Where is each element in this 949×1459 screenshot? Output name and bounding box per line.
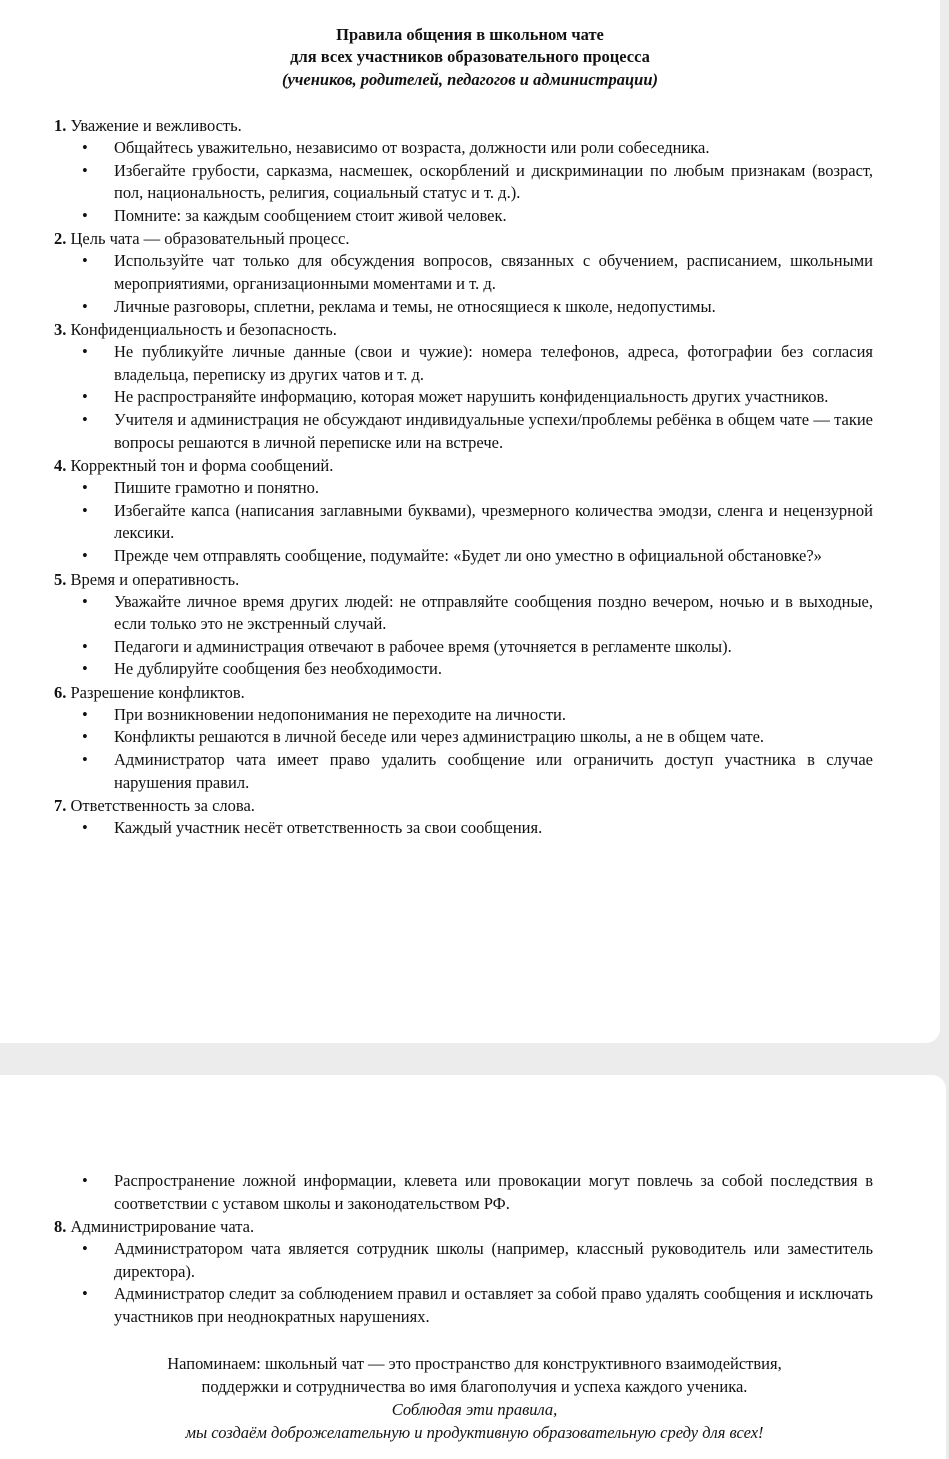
bullet-icon: • <box>82 160 88 180</box>
section-heading <box>0 1215 940 1238</box>
bullet-icon: • <box>82 1171 88 1190</box>
document-subtitle: для всех участников образовательного процесса <box>290 47 650 66</box>
section-number: 3. <box>54 320 67 340</box>
list-item: • Используйте чат только для обсуждения вопросов, связанных с обучением, расписанием, школьными мероприятиями, организационными моментами и т. д. <box>82 251 873 293</box>
list-item: • Администратор следит за соблюдением правил и оставляет за собой право удалять сообщения и исключать участников при неоднократных нарушениях. <box>82 1284 873 1326</box>
section-number: 7. <box>54 796 67 816</box>
section-heading <box>0 114 940 137</box>
bullet-icon: • <box>82 1284 88 1304</box>
section-title: Цель чата — образовательный процесс. <box>70 229 350 249</box>
section-number: 6. <box>54 682 67 702</box>
section-number: 1. <box>54 116 67 135</box>
bullet-icon: • <box>82 591 88 611</box>
bullet-icon: • <box>82 478 88 498</box>
section-title: Администрирование чата. <box>70 1217 255 1237</box>
section-title: Время и оперативность. <box>70 569 240 589</box>
section-heading <box>0 227 940 250</box>
bullet-icon: • <box>82 636 88 656</box>
document-title: Правила общения в школьном чате <box>336 25 604 44</box>
list-item: • При возникновении недопонимания не переходите на личности. <box>0 704 873 727</box>
list-item: • Прежде чем отправлять сообщение, подумайте: «Будет ли оно уместно в официальной обстановке?» <box>0 545 873 568</box>
list-item: • Администратором чата является сотрудник школы (например, классный руководитель или заместитель директора). <box>82 1239 873 1281</box>
bullet-icon: • <box>82 1239 88 1259</box>
bullet-icon: • <box>82 138 88 157</box>
rules-list-part-2 <box>0 1170 940 1329</box>
bullet-icon: • <box>82 387 88 407</box>
section-title: Корректный тон и форма сообщений. <box>70 456 334 476</box>
list-item: • Администратор чата имеет право удалить сообщение или ограничить доступ участника в случае нарушения правил. <box>82 750 873 792</box>
closing-line-italic: мы создаём доброжелательную и продуктивную образовательную среду для всех! <box>185 1423 764 1442</box>
list-item: • Помните: за каждым сообщением стоит живой человек. <box>0 205 873 228</box>
list-item: • Уважайте личное время других людей: не отправляйте сообщения поздно вечером, ночью и в выходные, если только это не экстренный случай. <box>82 591 873 634</box>
list-item: • Избегайте капса (написания заглавными буквами), чрезмерного количества эмодзи, сленга и нецензурной лексики. <box>82 500 873 543</box>
section-title: Разрешение конфликтов. <box>70 682 245 702</box>
document-audience: (учеников, родителей, педагогов и администрации) <box>281 70 659 89</box>
section-number: 4. <box>54 456 67 476</box>
list-item: • Не публикуйте личные данные (свои и чужие): номера телефонов, адреса, фотографии без согласия владельца, переписку из других чатов и т. д. <box>82 342 873 384</box>
document-page-2 <box>0 1075 946 1459</box>
section-title: Уважение и вежливость. <box>70 116 242 135</box>
list-item: • Распространение ложной информации, клевета или провокации могут повлечь за собой последствия в соответствии с уставом школы и законодательством РФ. <box>82 1171 873 1213</box>
list-item: • Пишите грамотно и понятно. <box>0 477 873 500</box>
section-number: 8. <box>54 1217 67 1237</box>
bullet-icon: • <box>82 659 88 679</box>
bullet-icon: • <box>82 818 88 838</box>
bullet-icon: • <box>82 409 88 429</box>
section-number: 5. <box>54 569 67 589</box>
closing-note <box>0 1352 946 1444</box>
closing-line: Напоминаем: школьный чат — это пространство для конструктивного взаимодействия, <box>167 1354 782 1373</box>
bullet-icon: • <box>82 545 88 565</box>
list-item: • Конфликты решаются в личной беседе или через администрацию школы, а не в общем чате. <box>0 726 873 749</box>
list-item: • Не распространяйте информацию, которая может нарушить конфиденциальность других участников. <box>0 386 873 409</box>
section-title: Конфиденциальность и безопасность. <box>70 320 337 340</box>
section-number: 2. <box>54 229 67 249</box>
bullet-icon: • <box>82 500 88 520</box>
list-item: • Не дублируйте сообщения без необходимости. <box>0 658 873 681</box>
section-heading <box>0 794 940 817</box>
section-heading <box>0 568 940 591</box>
section-heading <box>0 318 940 341</box>
list-item: • Личные разговоры, сплетни, реклама и темы, не относящиеся к школе, недопустимы. <box>0 296 873 319</box>
list-item: • Педагоги и администрация отвечают в рабочее время (уточняется в регламенте школы). <box>0 636 873 659</box>
closing-line-italic: Соблюдая эти правила, <box>391 1400 558 1419</box>
bullet-icon: • <box>82 750 88 770</box>
section-heading <box>0 454 940 477</box>
list-item: • Учителя и администрация не обсуждают индивидуальные успехи/проблемы ребёнка в общем чате — такие вопросы решаются в личной переписке или на встрече. <box>82 409 873 452</box>
closing-line: поддержки и сотрудничества во имя благополучия и успеха каждого ученика. <box>201 1377 748 1396</box>
bullet-icon: • <box>82 342 88 362</box>
list-item: • Общайтесь уважительно, независимо от возраста, должности или роли собеседника. <box>0 137 873 160</box>
section-title: Ответственность за слова. <box>70 796 255 816</box>
bullet-icon: • <box>82 727 88 747</box>
rules-list-part-1 <box>0 114 940 840</box>
list-item: • Каждый участник несёт ответственность за свои сообщения. <box>0 817 873 840</box>
section-heading <box>0 681 940 704</box>
bullet-icon: • <box>82 251 88 271</box>
list-item: • Избегайте грубости, сарказма, насмешек, оскорблений и дискриминации по любым признакам (возраст, пол, национальность, религия, социальный статус и т. д.). <box>82 160 873 203</box>
bullet-icon: • <box>82 205 88 225</box>
bullet-icon: • <box>82 704 88 724</box>
bullet-icon: • <box>82 296 88 316</box>
